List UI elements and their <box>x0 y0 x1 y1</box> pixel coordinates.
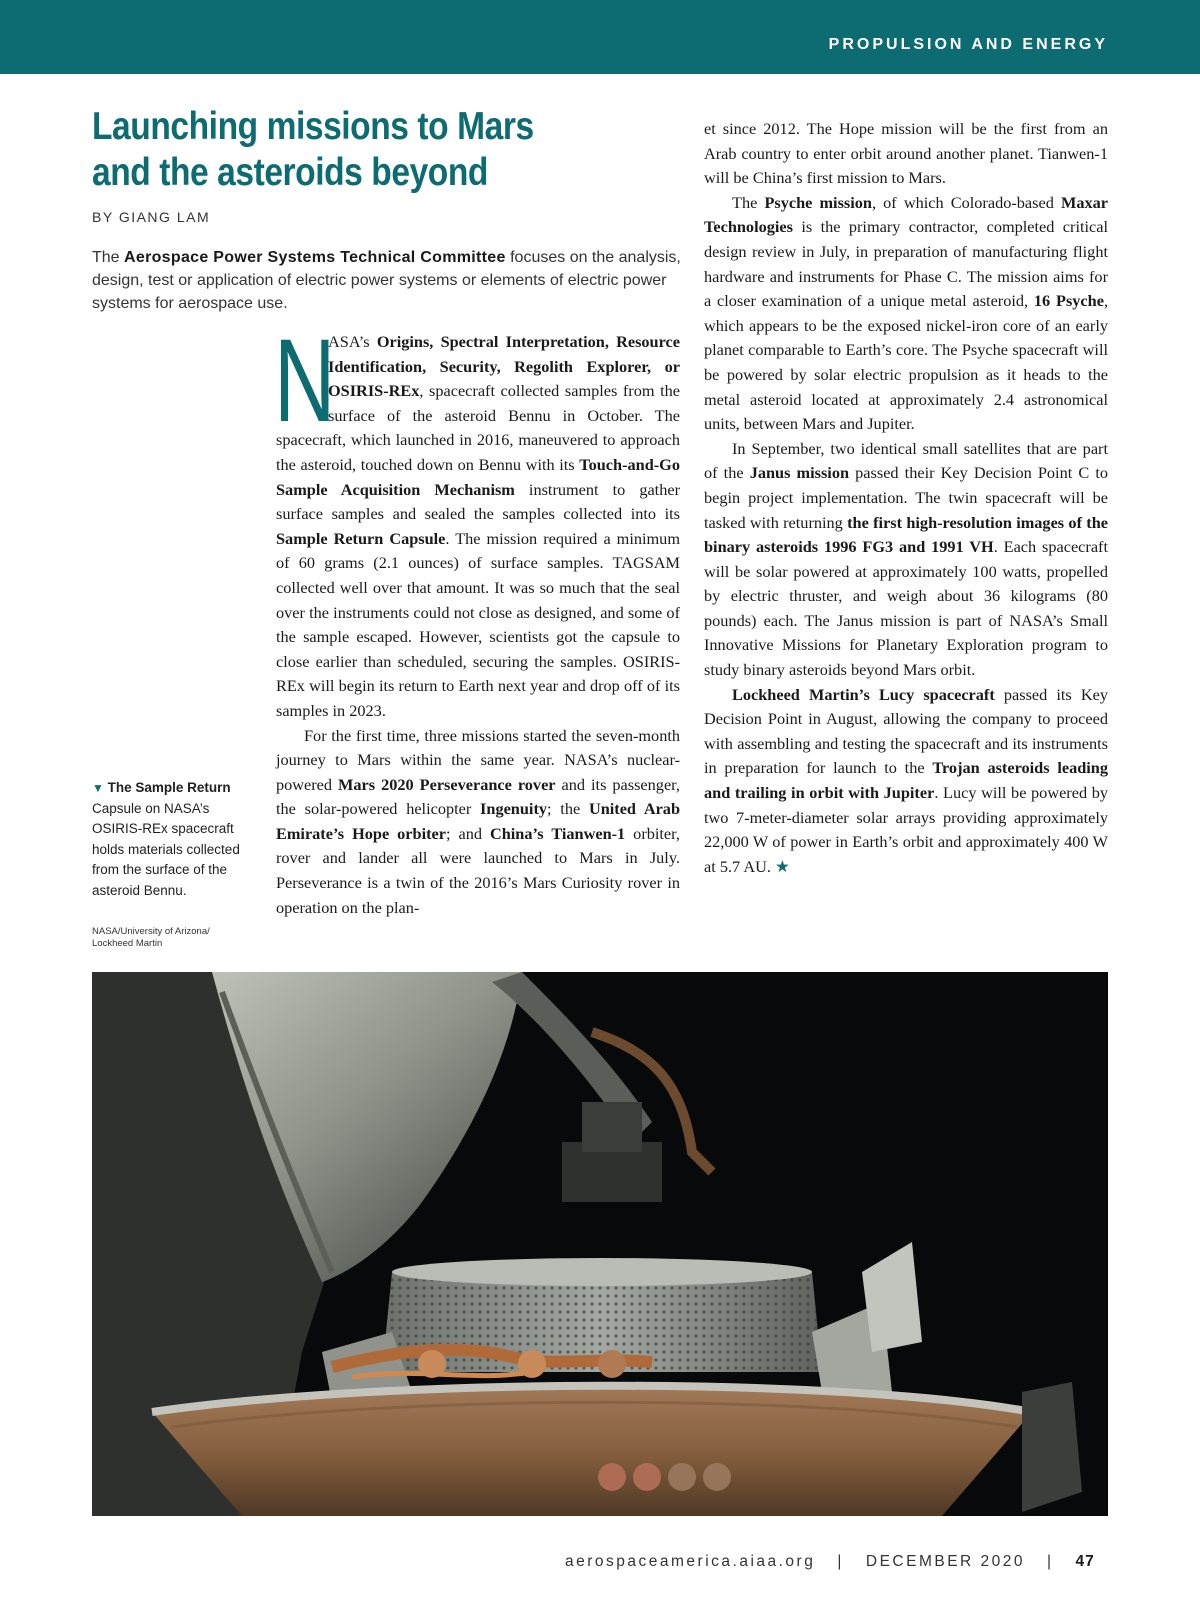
photo-caption <box>92 778 252 901</box>
body-column-right <box>704 117 1108 879</box>
capsule-illustration <box>92 972 1108 1516</box>
section-banner <box>0 0 1200 74</box>
article-title: Launching missions to Mars and the asteroids beyond <box>92 105 534 194</box>
sample-return-capsule-photo <box>92 972 1108 1516</box>
paragraph-mars-missions-continued: et since 2012. The Hope mission will be the first from an Arab country to enter orbit around another planet. Tianwen-1 will be China’s first mission to Mars. <box>704 119 1108 188</box>
section-label: PROPULSION AND ENERGY <box>828 36 1108 53</box>
caption-text: Capsule on NASA’s OSIRIS-REx spacecraft holds materials collected from the surface of the asteroid Bennu. <box>92 800 240 898</box>
paragraph-janus: In September, two identical small satellites that are part of the Janus mission passed their Key Decision Point C to begin project implementation. The twin spacecraft will be tasked with returning the first high-resolution images of the binary asteroids 1996 FG3 and 1991 VH. Each spacecraft will be solar powered at approximately 100 watts, propelled by electric thruster, and weigh about 36 kilograms (80 pounds) each. The Janus mission is part of NASA’s Small Innovative Missions for Planetary Exploration program to study binary asteroids beyond Mars orbit. <box>704 438 1109 680</box>
byline: BY GIANG LAM <box>92 209 211 225</box>
committee-name: Aerospace Power Systems Technical Committee <box>124 249 506 266</box>
drop-cap: N <box>274 315 336 447</box>
photo-credit: NASA/University of Arizona/ Lockheed Martin <box>92 926 210 949</box>
body-column-left <box>274 315 681 920</box>
intro-text: The <box>92 249 125 266</box>
end-mark-icon: ★ <box>775 856 790 876</box>
footer-site: aerospaceamerica.aiaa.org <box>565 1553 816 1570</box>
triangle-down-icon: ▼ <box>92 781 104 795</box>
footer-separator: | <box>837 1553 844 1570</box>
paragraph-psyche: The Psyche mission, of which Colorado-based Maxar Technologies is the primary contractor, completed critical design review in July, in preparation of manufacturing flight hardware and instruments for Phase C. The mission aims for a closer examination of a unique metal asteroid, 16 Psyche, which appears to be the exposed nickel-iron core of an early planet comparable to Earth’s core. The Psyche spacecraft will be powered by solar electric propulsion as it heads to the metal asteroid located at approximately 2.4 astronomical units, between Mars and Jupiter. <box>704 192 1109 434</box>
footer-date: DECEMBER 2020 <box>865 1553 1026 1570</box>
paragraph-osiris-rex: N ASA’s Origins, Spectral Interpretation, Resource Identification, Security, Regolith Explorer, or OSIRIS-REx, spacecraft collected samples from the surface of the asteroid Bennu in October. The spacecraft, which launched in 2016, maneuvered to approach the asteroid, touched down on Bennu with its Touch-and-Go Sample Acquisition Mechanism instrument to gather surface samples and sealed the samples collected into its Sample Return Capsule. The mission required a minimum of 60 grams (2.1 ounces) of surface samples. TAGSAM collected well over that amount. It was so much that the seal over the instruments could not close as designed, and some of the sample escaped. However, scientists got the capsule to close earlier than scheduled, securing the samples. OSIRIS-REx will begin its return to Earth next year and drop off of its samples in 2023. <box>274 315 680 720</box>
paragraph-mars-missions: For the first time, three missions started the seven-month journey to Mars within the same year. NASA’s nuclear-powered Mars 2020 Perseverance rover and its passenger, the solar-powered helicopter Ingenuity; the United Arab Emirate’s Hope orbiter; and China’s Tianwen-1 orbiter, rover and lander all were launched to Mars in July. Perseverance is a twin of the 2016’s Mars Curiosity rover in operation on the plan- <box>276 725 681 917</box>
paragraph-lucy: Lockheed Martin’s Lucy spacecraft passed its Key Decision Point in August, allowing the company to proceed with assembling and testing the spacecraft and its instruments in preparation for launch to the Trojan asteroids leading and trailing in orbit with Jupiter. Lucy will be powered by two 7-meter-diameter solar arrays providing approximately 22,000 W of power in Earth’s orbit and approximately 400 W at 5.7 AU. ★ <box>704 684 1109 876</box>
footer-separator: | <box>1047 1553 1054 1570</box>
page-number: 47 <box>1075 1553 1095 1570</box>
caption-heading: The Sample Return <box>107 780 231 795</box>
page-footer <box>565 1553 1095 1571</box>
intro-text: focuses on the analysis, design, test or application of electric power systems or elements of electric power systems for aerospace use. <box>92 249 681 312</box>
intro-paragraph <box>92 246 686 315</box>
